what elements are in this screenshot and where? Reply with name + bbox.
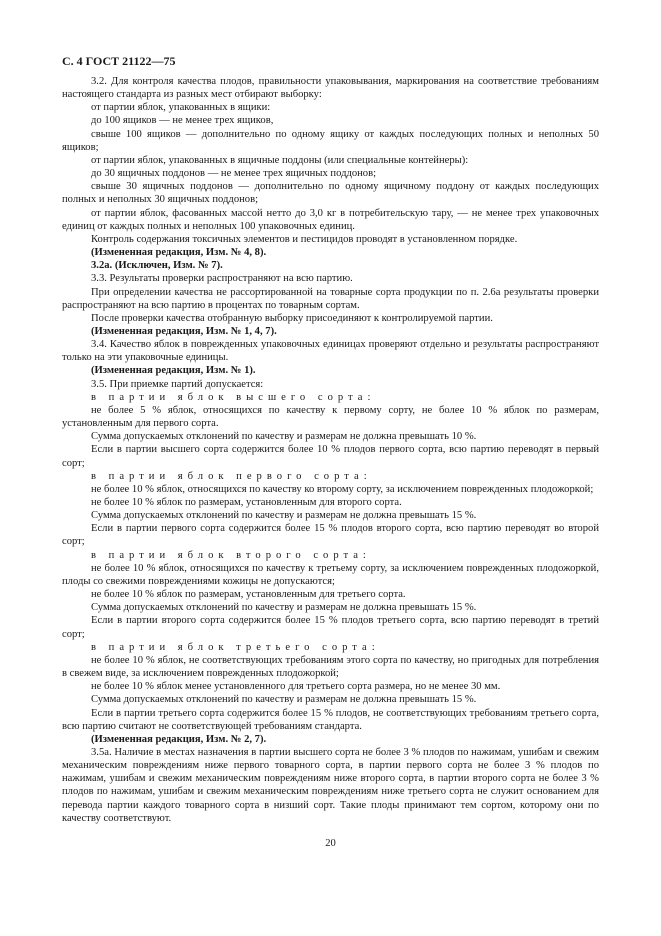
paragraph: Если в партии высшего сорта содержится более 10 % плодов первого сорта, всю партию переводят в первый сорт;	[62, 444, 599, 469]
paragraph: (Измененная редакция, Изм. № 4, 8).	[91, 247, 267, 259]
paragraph: 3.5а. Наличие в местах назначения в партии высшего сорта не более 3 % плодов по нажимам, ушибам и свежим механическим повреждениям ниже первого товарного сорта, в партии первого сорта не более 3 % плодов по нажимам, ушибам и свежим механическим повреждениям ниже второго сорта, в партии второго сорта не более 3 % плодов по нажимам, ушибам и свежим механическим повреждениям ниже третьего сорта не служит основанием для перевода партии каждого товарного сорта в низший сорт. Такие плоды принимают тем сортом, которому они по качеству соответствуют.	[62, 746, 599, 824]
paragraph: в партии яблок третьего сорта:	[91, 641, 380, 653]
page-number: 20	[325, 838, 336, 849]
paragraph: до 30 ящичных поддонов — не менее трех ящичных поддонов;	[91, 168, 377, 180]
paragraph: до 100 ящиков — не менее трех ящиков,	[91, 115, 274, 127]
paragraph: не более 10 % яблок, относящихся по качеству к третьему сорту, за исключением поврежденных плодожоркой, плоды со свежими повреждениями кожицы не допускаются;	[62, 562, 599, 587]
paragraph: 3.5. При приемке партий допускается:	[91, 378, 264, 390]
paragraph: Если в партии второго сорта содержится более 15 % плодов третьего сорта, всю партию переводят в третий сорт;	[62, 615, 599, 640]
page-header: С. 4 ГОСТ 21122—75	[62, 54, 176, 68]
paragraph: не более 10 % яблок по размерам, установленным для третьего сорта.	[91, 589, 406, 601]
paragraph: в партии яблок первого сорта:	[91, 470, 372, 482]
paragraph: не более 10 % яблок менее установленного для третьего сорта размера, но не менее 30 мм.	[91, 681, 501, 693]
paragraph: Контроль содержания токсичных элементов и пестицидов проводят в установленном порядке.	[91, 233, 518, 245]
paragraph: Сумма допускаемых отклонений по качеству и размерам не должна превышать 15 %.	[91, 602, 477, 614]
paragraph: (Измененная редакция, Изм. № 1, 4, 7).	[91, 325, 277, 337]
paragraph: свыше 100 ящиков — дополнительно по одному ящику от каждых последующих полных и неполных 50 ящиков;	[62, 128, 599, 153]
paragraph: от партии яблок, фасованных массой нетто до 3,0 кг в потребительскую тару, — не менее трех упаковочных единиц от каждых полных и неполных 100 упаковочных единиц.	[62, 207, 599, 232]
paragraph: После проверки качества отобранную выборку присоединяют к контролируемой партии.	[91, 312, 493, 324]
paragraph: Если в партии третьего сорта содержится более 15 % плодов, не соответствующих требованиям третьего сорта, всю партию считают не соответствующей требованиям стандарта.	[62, 707, 599, 732]
paragraph: не более 10 % яблок, относящихся по качеству ко второму сорту, за исключением поврежденных плодожоркой;	[91, 483, 594, 495]
paragraph: Сумма допускаемых отклонений по качеству и размерам не должна превышать 10 %.	[91, 431, 477, 443]
paragraph: Если в партии первого сорта содержится более 15 % плодов второго сорта, всю партию переводят во второй сорт;	[62, 523, 599, 548]
paragraph: не более 10 % яблок по размерам, установленным для второго сорта.	[91, 497, 402, 508]
document-body	[62, 75, 599, 825]
paragraph: от партии яблок, упакованных в ящики:	[91, 102, 271, 114]
paragraph: 3.2. Для контроля качества плодов, правильности упаковывания, маркирования на соответствие требованиям настоящего стандарта из разных мест отбирают выборку:	[62, 76, 599, 101]
paragraph: (Измененная редакция, Изм. № 1).	[91, 365, 256, 377]
paragraph: 3.3. Результаты проверки распространяют на всю партию.	[91, 273, 353, 285]
paragraph: в партии яблок второго сорта:	[91, 549, 371, 561]
paragraph: свыше 30 ящичных поддонов — дополнительно по одному ящичному поддону от каждых последующих полных и неполных 30 ящичных поддонов;	[62, 181, 599, 206]
paragraph: При определении качества не рассортированной на товарные сорта продукции по п. 2.6а результаты проверки распространяют на всю партию в процентах по товарным сортам.	[62, 286, 599, 311]
paragraph: (Измененная редакция, Изм. № 2, 7).	[91, 733, 267, 745]
paragraph: в партии яблок высшего сорта:	[91, 391, 376, 403]
paragraph: 3.4. Качество яблок в поврежденных упаковочных единицах проверяют отдельно и результаты распространяют только на эти упаковочные единицы.	[62, 339, 599, 364]
paragraph: не более 10 % яблок, не соответствующих требованиям этого сорта по качеству, но пригодных для потребления в свежем виде, за исключением поврежденных плодожоркой;	[62, 654, 599, 680]
paragraph: от партии яблок, упакованных в ящичные поддоны (или специальные контейнеры):	[91, 154, 469, 166]
paragraph: 3.2а. (Исключен, Изм. № 7).	[91, 260, 223, 272]
paragraph: не более 5 % яблок, относящихся по качеству к первому сорту, не более 10 % яблок по размерам, установленным для первого сорта.	[62, 404, 599, 430]
paragraph: Сумма допускаемых отклонений по качеству и размерам не должна превышать 15 %.	[91, 510, 477, 522]
paragraph: Сумма допускаемых отклонений по качеству и размерам не должна превышать 15 %.	[91, 694, 477, 706]
